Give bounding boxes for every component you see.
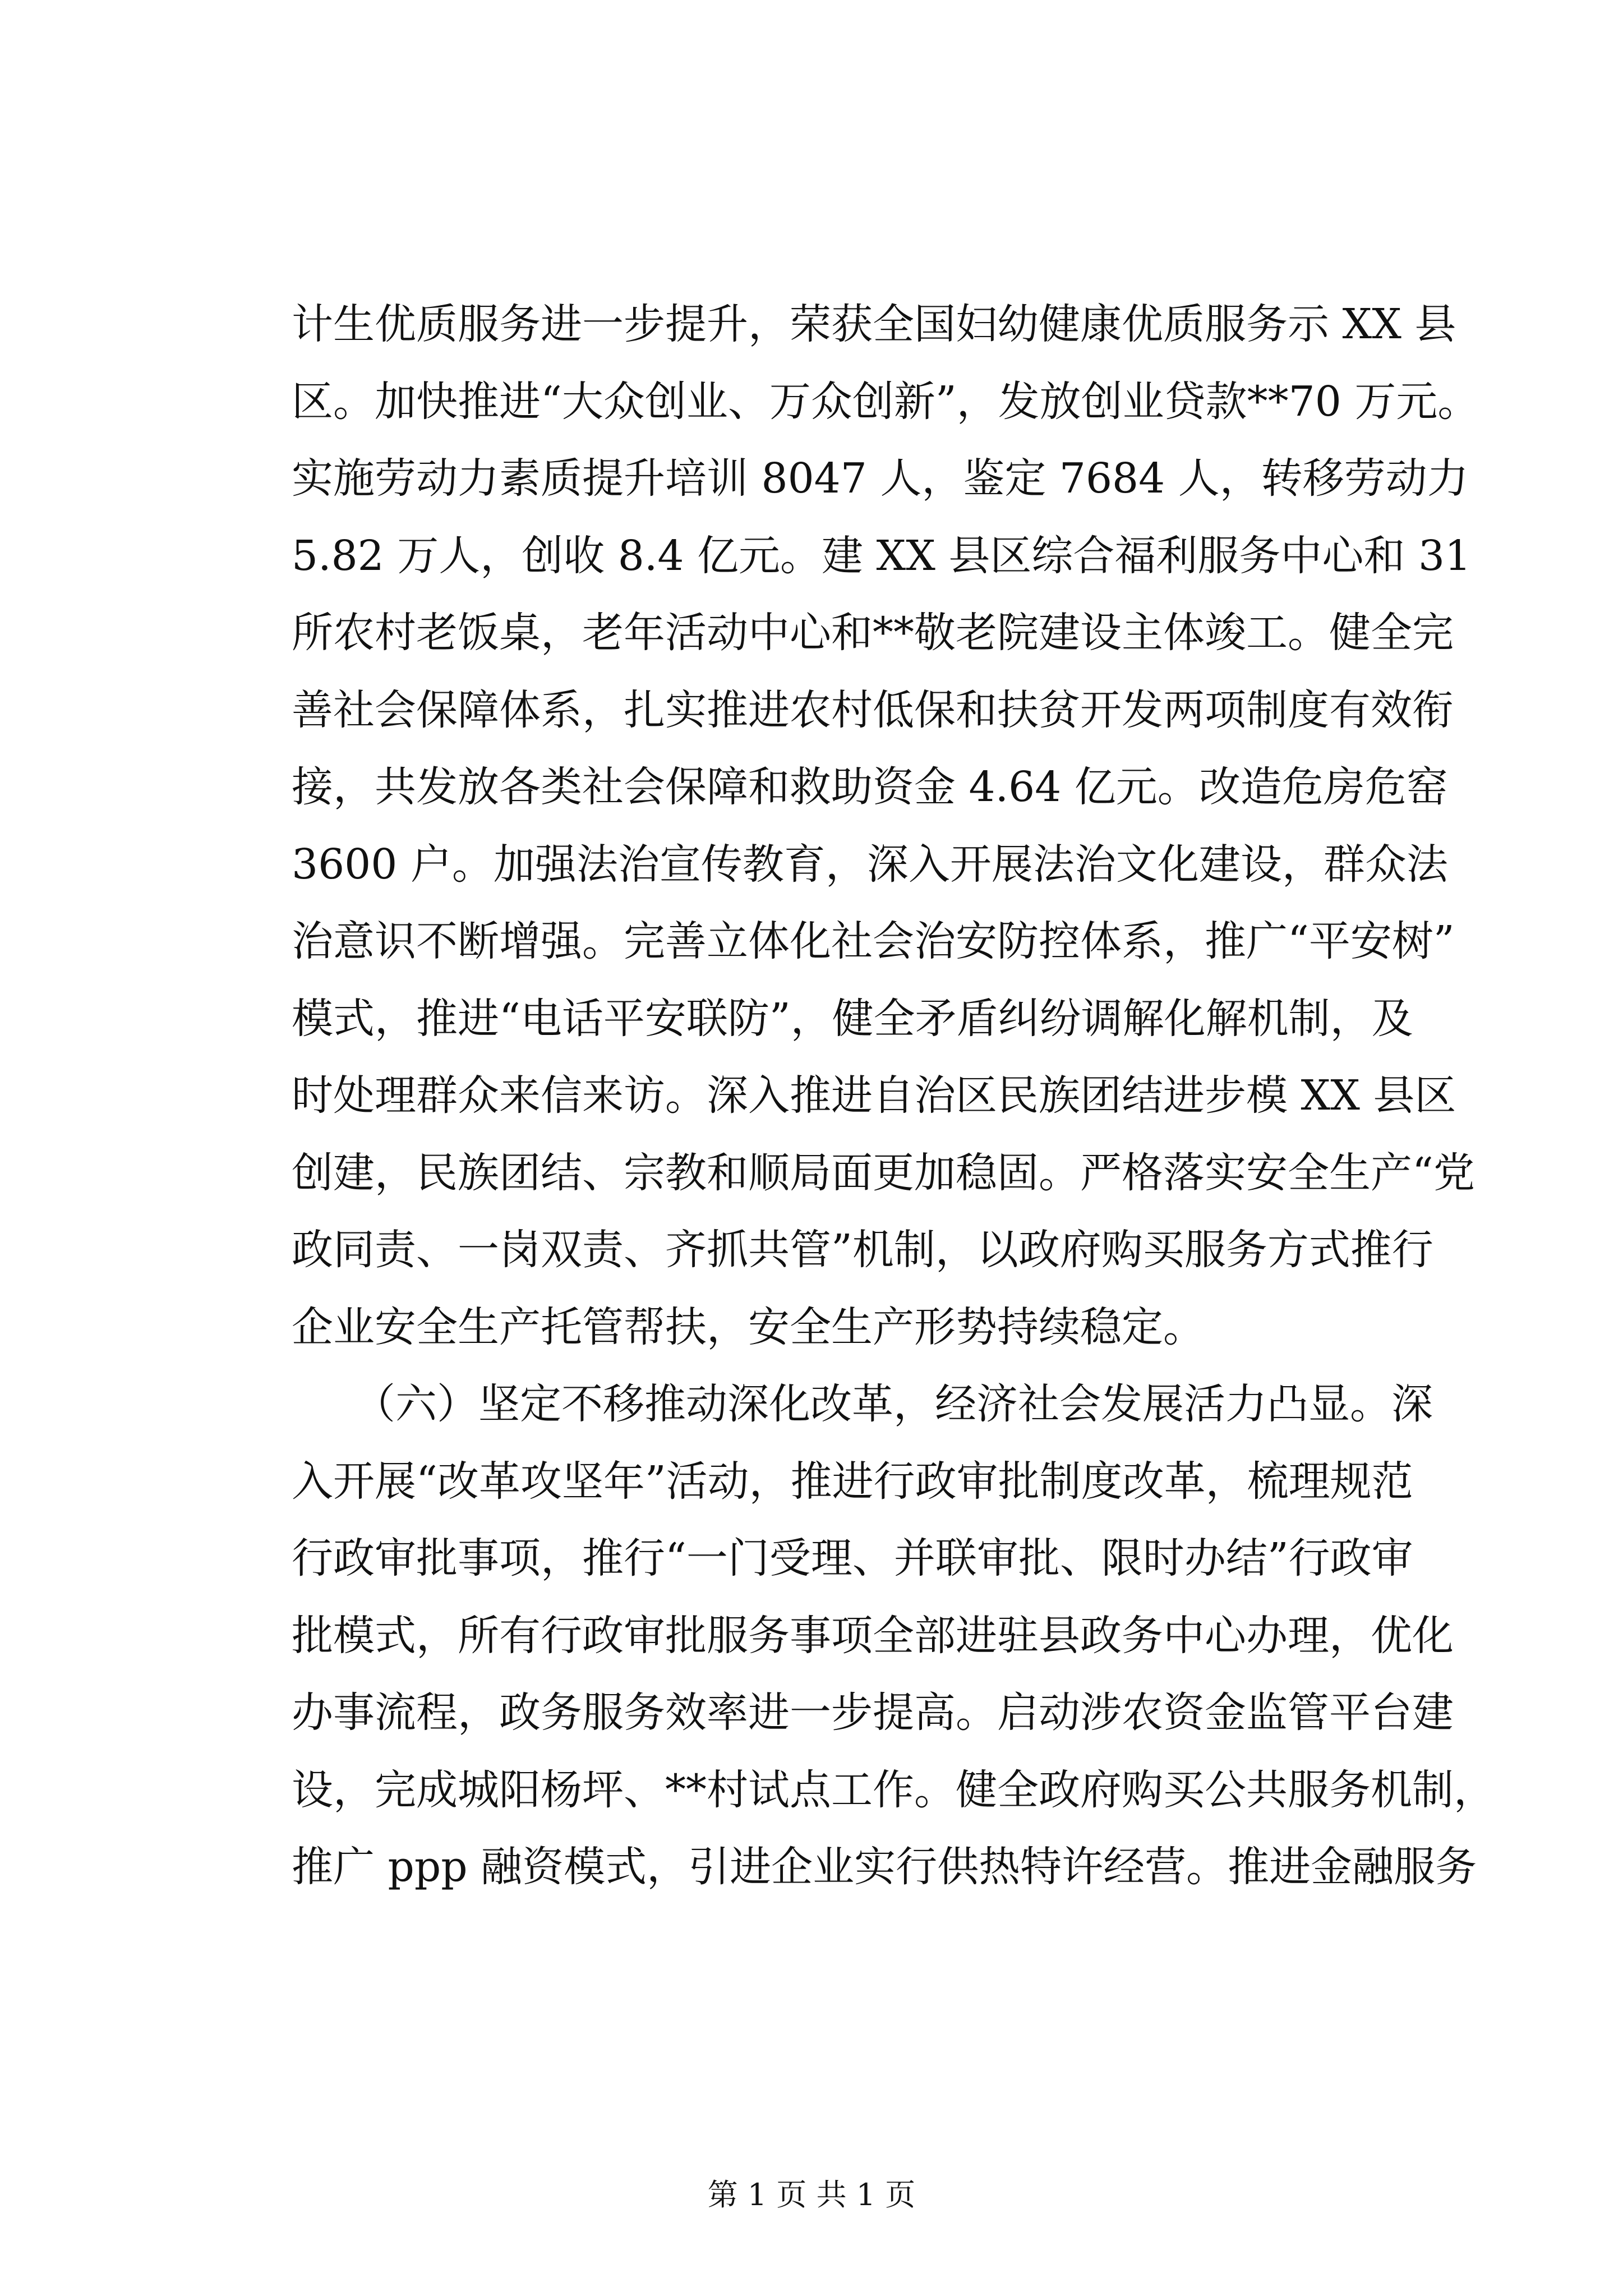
text-line: 设，完成城阳杨坪、**村试点工作。健全政府购买公共服务机制， bbox=[292, 1765, 1495, 1814]
text-line: 行政审批事项，推行“一门受理、并联审批、限时办结”行政审 bbox=[292, 1534, 1413, 1582]
text-line: 时处理群众来信来访。深入推进自治区民族团结进步模 XX 县区 bbox=[292, 1071, 1456, 1120]
section-heading-line: （六）坚定不移推动深化改革，经济社会发展活力凸显。深 bbox=[292, 1380, 1433, 1428]
text-line: 办事流程，政务服务效率进一步提高。启动涉农资金监管平台建 bbox=[292, 1688, 1454, 1737]
text-line: 3600 户。加强法治宣传教育，深入开展法治文化建设，群众法 bbox=[292, 840, 1448, 889]
text-line: 模式，推进“电话平安联防”，健全矛盾纠纷调解化解机制，及 bbox=[292, 994, 1413, 1043]
text-line: 创建，民族团结、宗教和顺局面更加稳固。严格落实安全生产“党 bbox=[292, 1148, 1475, 1197]
text-line: 入开展“改革攻坚年”活动，推进行政审批制度改革，梳理规范 bbox=[292, 1457, 1413, 1506]
text-line: 5.82 万人，创收 8.4 亿元。建 XX 县区综合福利服务中心和 31 bbox=[292, 531, 1472, 580]
body-text bbox=[292, 286, 1495, 1906]
paragraph-end-line: 企业安全生产托管帮扶，安全生产形势持续稳定。 bbox=[292, 1303, 1205, 1351]
text-line: 计生优质服务进一步提升，荣获全国妇幼健康优质服务示 XX 县 bbox=[292, 300, 1456, 348]
text-line: 政同责、一岗双责、齐抓共管”机制，以政府购买服务方式推行 bbox=[292, 1226, 1433, 1274]
text-line: 善社会保障体系，扎实推进农村低保和扶贫开发两项制度有效衔 bbox=[292, 685, 1454, 734]
page-footer: 第 1 页 共 1 页 bbox=[707, 2177, 916, 2212]
text-line: 接，共发放各类社会保障和救助资金 4.64 亿元。改造危房危窑 bbox=[292, 763, 1448, 811]
text-line: 实施劳动力素质提升培训 8047 人，鉴定 7684 人，转移劳动力 bbox=[292, 454, 1469, 503]
text-line: 批模式，所有行政审批服务事项全部进驻县政务中心办理，优化 bbox=[292, 1611, 1454, 1660]
text-line: 所农村老饭桌，老年活动中心和**敬老院建设主体竣工。健全完 bbox=[292, 609, 1454, 657]
text-line: 推广 ppp 融资模式，引进企业实行供热特许经营。推进金融服务 bbox=[292, 1843, 1477, 1891]
text-line: 区。加快推进“大众创业、万众创新”，发放创业贷款**70 万元。 bbox=[292, 377, 1479, 426]
text-line: 治意识不断增强。完善立体化社会治安防控体系，推广“平安树” bbox=[292, 917, 1455, 965]
